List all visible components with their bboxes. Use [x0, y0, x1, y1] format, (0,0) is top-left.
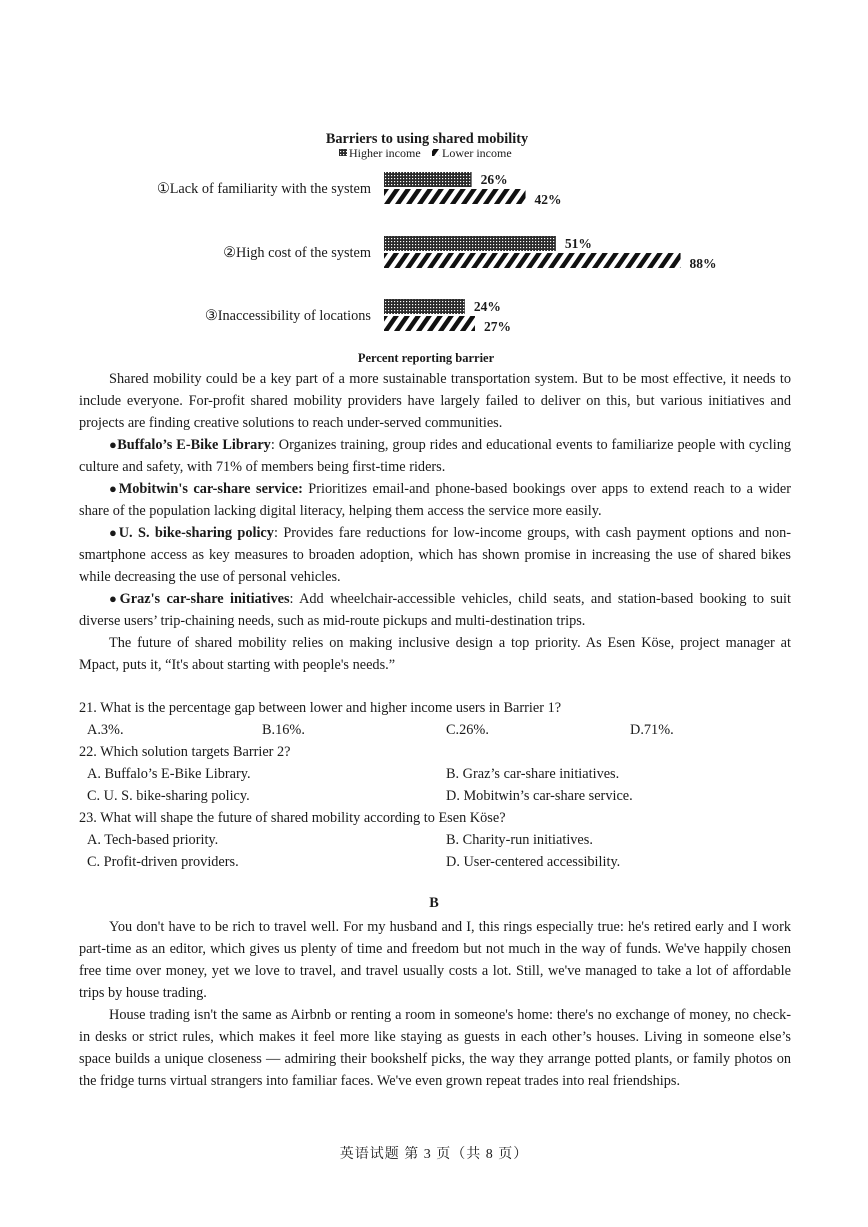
bar-higher-income: [384, 299, 465, 314]
bar-value-label: 51%: [564, 236, 592, 251]
bullet-4: [79, 588, 791, 632]
bullet-text: Prioritizes email-and phone-based bookings over apps to extend reach to a wider share of the population lacking digital literacy, helping them access the service more easily.: [79, 481, 791, 519]
bullet-dot: ●: [109, 591, 120, 606]
bar-higher-income: [384, 172, 472, 187]
category-label: ②High cost of the system: [223, 245, 371, 261]
bullet-title: Graz's car-share initiatives: [119, 591, 290, 607]
bar-value-label: 27%: [483, 319, 511, 334]
category-label: ③Inaccessibility of locations: [204, 308, 371, 324]
question-stem: 21. What is the percentage gap between lower and higher income users in Barrier 1?: [79, 700, 562, 716]
barriers-chart: [120, 126, 760, 371]
bar-lower-income: [384, 253, 681, 268]
legend-label-lower: Lower income: [442, 146, 512, 160]
option-b[interactable]: B. Graz’s car-share initiatives.: [446, 766, 620, 782]
bullet-title: U. S. bike-sharing policy: [118, 525, 274, 541]
bullet-1: [79, 434, 791, 478]
bullet-3: [79, 522, 791, 588]
bar-higher-income: [384, 236, 556, 251]
question-22-options-row2: [79, 785, 791, 807]
question-stem: 22. Which solution targets Barrier 2?: [79, 744, 291, 760]
option-c[interactable]: C.26%.: [446, 722, 489, 738]
section-b-heading: B: [429, 895, 439, 911]
option-d[interactable]: D.71%.: [630, 722, 674, 738]
bar-value-label: 24%: [473, 299, 501, 314]
legend-swatch-lower: [432, 149, 440, 156]
option-d[interactable]: D. Mobitwin’s car-share service.: [446, 788, 633, 804]
bullet-title: Buffalo’s E-Bike Library: [117, 437, 271, 453]
legend-swatch-higher: [339, 149, 347, 156]
passage-conclusion: The future of shared mobility relies on making inclusive design a top priority. As Esen Köse, project manager at Mpact, puts it, “It's about starting with people's needs.”: [79, 635, 791, 673]
option-a[interactable]: A. Buffalo’s E-Bike Library.: [87, 766, 251, 782]
option-a[interactable]: A.3%.: [87, 722, 124, 738]
bar-lower-income: [384, 316, 475, 331]
question-23: [79, 807, 791, 829]
chart-title: Barriers to using shared mobility: [325, 131, 529, 147]
section-b-paragraph-2: House trading isn't the same as Airbnb or renting a room in someone's home: there's no exchange of money, no check-in desks or strict rules, which makes it feel more like staying as guests in each other’s houses. Living in someone else’s space builds a unique closeness — admiring their bookshelf picks, the way they arrange potted plants, or family photos on the fridge turns virtual strangers into familiar faces. We've even grown repeat trades into real friendships.: [79, 1007, 791, 1089]
question-22: [79, 741, 791, 763]
question-22-options-row1: [79, 763, 791, 785]
bullet-text: : Provides fare reductions for low-income groups, with cash payment options and non-smartphone access as key measures to broaden adoption, which has shown promise in increasing the use of shared bikes while decreasing the use of personal vehicles.: [79, 525, 792, 585]
chart-xlabel: Percent reporting barrier: [357, 351, 495, 365]
bar-value-label: 88%: [689, 256, 717, 271]
question-23-options-row2: [79, 851, 791, 873]
bullet-dot: ●: [109, 481, 119, 496]
bar-lower-income: [384, 189, 526, 204]
chart-legend: [339, 146, 512, 160]
option-b[interactable]: B.16%.: [262, 722, 305, 738]
page-footer: 英语试题 第 3 页（共 8 页）: [339, 1147, 529, 1162]
bar-value-label: 26%: [480, 172, 508, 187]
bar-value-label: 42%: [534, 192, 562, 207]
bullet-dot: ●: [109, 437, 118, 452]
passage: [79, 368, 791, 676]
passage-intro: Shared mobility could be a key part of a more sustainable transportation system. But to be most effective, it needs to include everyone. For-profit shared mobility providers have largely failed to deliver on this, but various initiatives and projects are finding creative solutions to reach under-served communities.: [79, 371, 791, 431]
section-b-paragraph-1: You don't have to be rich to travel well. For my husband and I, this rings especially true: he's retired early and I work part-time as an editor, which gives us plenty of time and freedom but not much in the way of funds. We've happily chosen free time over money, yet we love to travel, and travel usually costs a lot. Still, we've managed to take a lot of affordable trips by house trading.: [79, 919, 791, 1001]
question-21: [79, 697, 791, 719]
questions: [79, 697, 791, 873]
question-23-options-row1: [79, 829, 791, 851]
bullet-dot: ●: [109, 525, 119, 540]
option-c[interactable]: C. U. S. bike-sharing policy.: [87, 788, 250, 804]
bullet-2: [79, 478, 791, 522]
option-b[interactable]: B. Charity-run initiatives.: [446, 832, 593, 848]
question-21-options: [79, 719, 791, 741]
option-a[interactable]: A. Tech-based priority.: [87, 832, 219, 848]
option-c[interactable]: C. Profit-driven providers.: [87, 854, 239, 870]
question-stem: 23. What will shape the future of shared mobility according to Esen Köse?: [79, 810, 506, 826]
category-label: ①Lack of familiarity with the system: [156, 181, 371, 197]
section-b-passage: [79, 916, 791, 1092]
bullet-title: Mobitwin's car-share service:: [118, 481, 303, 497]
bullet-text: : Organizes training, group rides and educational events to familiarize people with cycling culture and safety, with 71% of members being first-time riders.: [79, 437, 791, 475]
legend-label-higher: Higher income: [349, 146, 421, 160]
bullet-text: : Add wheelchair-accessible vehicles, child seats, and station-based booking to suit diverse users’ trip-chaining needs, such as mid-route pickups and multi-destination trips.: [79, 591, 791, 629]
option-d[interactable]: D. User-centered accessibility.: [446, 854, 621, 870]
